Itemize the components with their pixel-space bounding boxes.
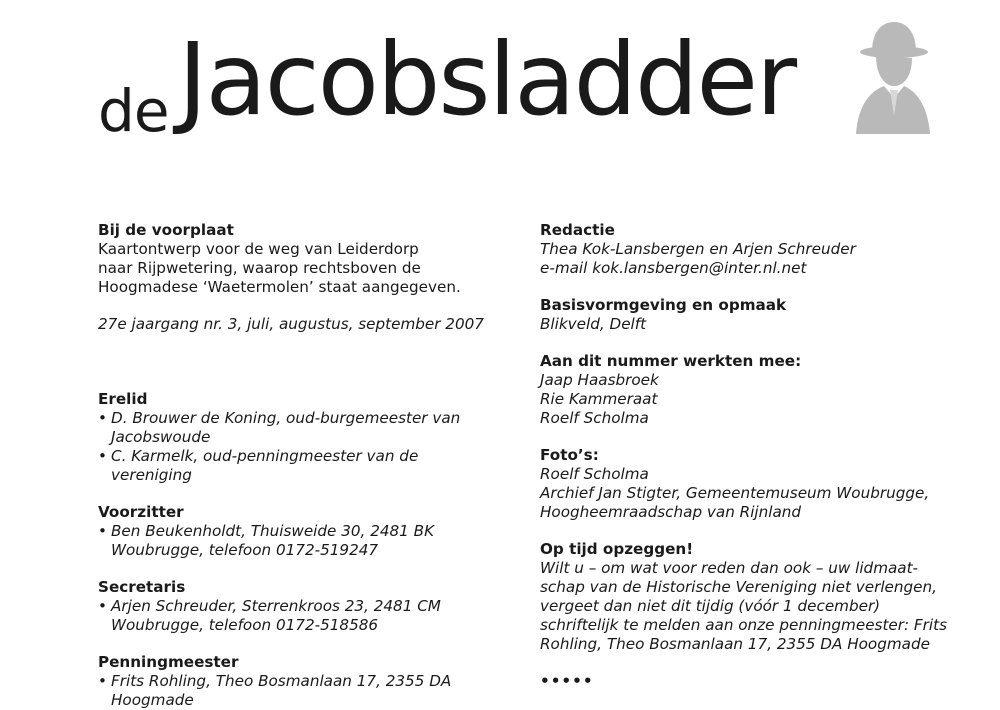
opmaak-heading: Basisvormgeving en opmaak (540, 296, 787, 314)
man-with-hat-silhouette-icon (850, 16, 930, 134)
erelid-heading: Erelid (98, 390, 148, 408)
cover-line: Hoogmadese ‘Waetermolen’ staat aangegeven. (98, 278, 461, 296)
list-item-text: Hoogmade (111, 691, 194, 709)
list-item (98, 597, 498, 635)
secretaris-section (98, 578, 498, 635)
opzeggen-line: schriftelijk te melden aan onze penningmeester: Frits (540, 616, 947, 634)
list-item (98, 522, 498, 560)
list-item (98, 447, 498, 485)
masthead-prefix: de (98, 77, 169, 145)
redactie-section (540, 221, 960, 278)
bullet: • (98, 672, 107, 690)
list-item-text: Frits Rohling, Theo Bosmanlaan 17, 2355 DA (111, 672, 452, 690)
cover-line: Kaartontwerp voor de weg van Leiderdorp (98, 240, 419, 258)
list-item (98, 409, 498, 447)
fotos-line: Roelf Scholma (540, 465, 649, 483)
opzeggen-line: schap van de Historische Vereniging niet verlengen, (540, 578, 937, 596)
list-item-text: Arjen Schreuder, Sterrenkroos 23, 2481 CM (111, 597, 441, 615)
penningmeester-section (98, 653, 498, 710)
left-column (98, 221, 498, 710)
fotos-section (540, 446, 960, 522)
medewerker-name: Roelf Scholma (540, 409, 649, 427)
bullet: • (98, 522, 107, 540)
medewerker-name: Jaap Haasbroek (540, 371, 659, 389)
right-column (540, 221, 960, 691)
fotos-line: Archief Jan Stigter, Gemeentemuseum Woubrugge, (540, 484, 930, 502)
list-item (98, 672, 498, 710)
list-item-text: C. Karmelk, oud-penningmeester van de (111, 447, 419, 465)
redactie-names: Thea Kok-Lansbergen en Arjen Schreuder (540, 240, 856, 258)
voorzitter-heading: Voorzitter (98, 503, 184, 521)
masthead-title: Jacobsladder (178, 21, 796, 138)
opzeggen-line: vergeet dan niet dit tijdig (vóór 1 december) (540, 597, 881, 615)
list-item-text: Woubrugge, telefoon 0172-518586 (111, 616, 379, 634)
opzeggen-line: Wilt u – om wat voor reden dan ook – uw lidmaat- (540, 559, 919, 577)
bullet: • (98, 409, 107, 427)
list-item-text: vereniging (111, 466, 192, 484)
bullet: • (98, 597, 107, 615)
opzeggen-line: Rohling, Theo Bosmanlaan 17, 2355 DA Hoogmade (540, 635, 930, 653)
medewerkers-heading: Aan dit nummer werkten mee: (540, 352, 802, 370)
bullet: • (98, 447, 107, 465)
redactie-email: e-mail kok.lansbergen@inter.nl.net (540, 259, 807, 277)
voorzitter-section (98, 503, 498, 560)
secretaris-heading: Secretaris (98, 578, 186, 596)
penningmeester-heading: Penningmeester (98, 653, 239, 671)
list-item-text: Woubrugge, telefoon 0172-519247 (111, 541, 379, 559)
erelid-section (98, 390, 498, 485)
cover-line: naar Rijpwetering, waarop rechtsboven de (98, 259, 421, 277)
fotos-line: Hoogheemraadschap van Rijnland (540, 503, 802, 521)
medewerker-name: Rie Kammeraat (540, 390, 658, 408)
medewerkers-section (540, 352, 960, 428)
cover-section (98, 221, 498, 297)
opmaak-section (540, 296, 960, 334)
opzeggen-section (540, 540, 960, 654)
redactie-heading: Redactie (540, 221, 615, 239)
fotos-heading: Foto’s: (540, 446, 599, 464)
list-item-text: Jacobswoude (111, 428, 211, 446)
list-item-text: D. Brouwer de Koning, oud-burgemeester van (111, 409, 461, 427)
cover-heading: Bij de voorplaat (98, 221, 234, 239)
opzeggen-heading: Op tijd opzeggen! (540, 540, 694, 558)
issue-info: 27e jaargang nr. 3, juli, augustus, september 2007 (98, 315, 484, 333)
separator-dots: ••••• (540, 672, 594, 690)
opmaak-text: Blikveld, Delft (540, 315, 647, 333)
list-item-text: Ben Beukenholdt, Thuisweide 30, 2481 BK (111, 522, 435, 540)
masthead (98, 10, 998, 145)
